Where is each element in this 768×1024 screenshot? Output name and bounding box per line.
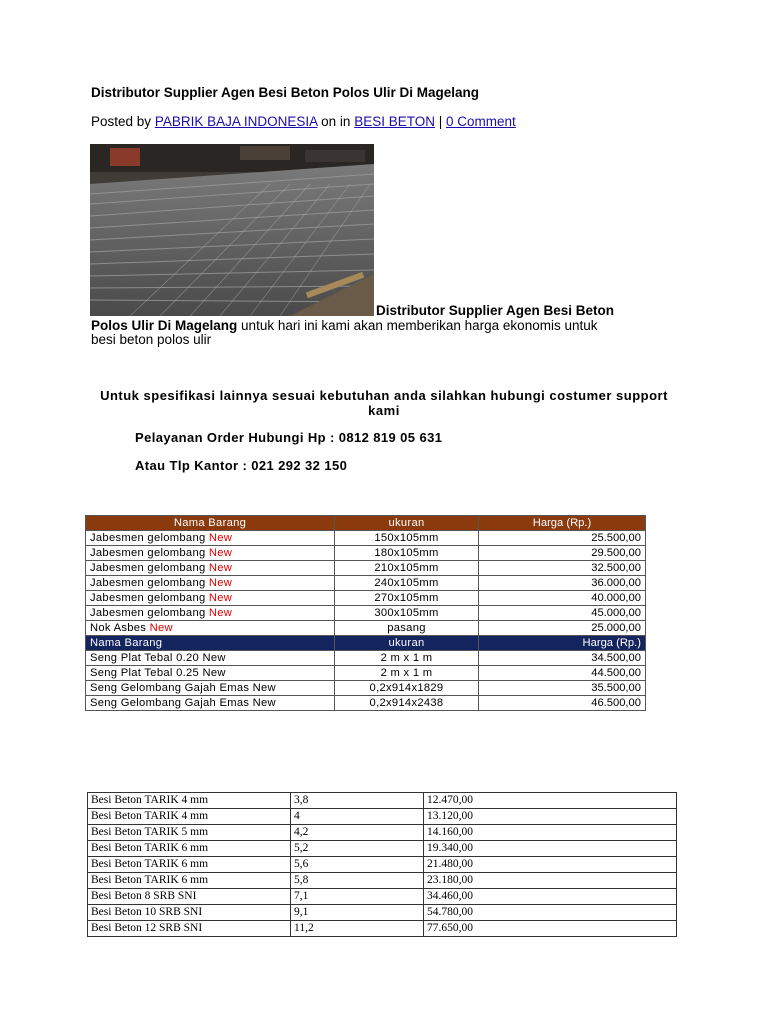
cell-price: 54.780,00	[424, 905, 677, 921]
table-row	[86, 666, 646, 681]
cell-size: pasang	[335, 621, 479, 636]
posted-by-label: Posted by	[91, 114, 152, 129]
category-link[interactable]: BESI BETON	[354, 114, 435, 129]
cell-size: 0,2x914x2438	[335, 696, 479, 711]
author-link[interactable]: PABRIK BAJA INDONESIA	[154, 114, 318, 129]
table-header-row	[86, 516, 646, 531]
cell-name: Besi Beton TARIK 4 mm	[88, 809, 291, 825]
cell-size: 210x105mm	[335, 561, 479, 576]
cell-name: Besi Beton TARIK 6 mm	[88, 857, 291, 873]
cell-price: 77.650,00	[424, 921, 677, 937]
table-row	[86, 576, 646, 591]
cell-price: 21.480,00	[424, 857, 677, 873]
item-name: Jabesmen gelombang	[90, 577, 206, 589]
cell-name: Seng Gelombang Gajah Emas New	[86, 696, 335, 711]
table-subheader-row	[86, 636, 646, 651]
cell-price: 34.460,00	[424, 889, 677, 905]
cell-name	[86, 591, 335, 606]
item-name: Jabesmen gelombang	[90, 547, 206, 559]
item-name: Jabesmen gelombang	[90, 607, 206, 619]
table-row	[88, 921, 677, 937]
cell-size: 5,2	[291, 841, 424, 857]
cell-size: 300x105mm	[335, 606, 479, 621]
intro-heading-part2: Polos Ulir Di Magelang	[91, 318, 238, 333]
new-badge: New	[208, 607, 233, 619]
cell-size: 270x105mm	[335, 591, 479, 606]
cell-size: 4,2	[291, 825, 424, 841]
price-table-rebar	[87, 792, 677, 937]
rebar-photo	[90, 144, 374, 316]
subheader-cell-size: ukuran	[335, 636, 479, 651]
table-row	[86, 681, 646, 696]
cell-price: 40.000,00	[479, 591, 646, 606]
cell-name	[86, 606, 335, 621]
cell-size: 2 m x 1 m	[335, 666, 479, 681]
price-table-roofing	[85, 515, 646, 711]
cell-name: Besi Beton 12 SRB SNI	[88, 921, 291, 937]
subheader-cell-name: Nama Barang	[86, 636, 335, 651]
table-row	[88, 841, 677, 857]
cell-name: Seng Gelombang Gajah Emas New	[86, 681, 335, 696]
cell-price: 13.120,00	[424, 809, 677, 825]
table-row	[86, 591, 646, 606]
table-row	[86, 531, 646, 546]
table-row	[88, 809, 677, 825]
cell-size: 3,8	[291, 793, 424, 809]
intro-text-line3: besi beton polos ulir	[91, 332, 212, 347]
new-badge: New	[149, 622, 173, 634]
table-row	[88, 889, 677, 905]
cell-size: 0,2x914x1829	[335, 681, 479, 696]
cell-name	[86, 621, 335, 636]
article-title: Distributor Supplier Agen Besi Beton Polos Ulir Di Magelang	[91, 85, 480, 100]
table-row	[86, 651, 646, 666]
post-meta	[91, 114, 516, 129]
cell-size: 4	[291, 809, 424, 825]
cell-size: 5,6	[291, 857, 424, 873]
intro-heading-part1: Distributor Supplier Agen Besi Beton	[376, 303, 615, 318]
new-badge: New	[208, 577, 233, 589]
cell-price: 34.500,00	[479, 651, 646, 666]
header-cell-price: Harga (Rp.)	[479, 516, 646, 531]
header-cell-name: Nama Barang	[86, 516, 335, 531]
cell-price: 32.500,00	[479, 561, 646, 576]
cell-price: 25.500,00	[479, 531, 646, 546]
cell-name: Besi Beton 8 SRB SNI	[88, 889, 291, 905]
table-row	[86, 621, 646, 636]
table-row	[86, 696, 646, 711]
cell-name: Besi Beton TARIK 4 mm	[88, 793, 291, 809]
spec-note: Untuk spesifikasi lainnya sesuai kebutuhan anda silahkan hubungi costumer support kami	[100, 388, 668, 418]
cell-name: Seng Plat Tebal 0.25 New	[86, 666, 335, 681]
cell-size: 11,2	[291, 921, 424, 937]
cell-size: 240x105mm	[335, 576, 479, 591]
cell-size: 150x105mm	[335, 531, 479, 546]
cell-price: 46.500,00	[479, 696, 646, 711]
cell-size: 7,1	[291, 889, 424, 905]
cell-name: Seng Plat Tebal 0.20 New	[86, 651, 335, 666]
table-row	[88, 905, 677, 921]
item-name: Jabesmen gelombang	[90, 562, 206, 574]
cell-name: Besi Beton TARIK 6 mm	[88, 841, 291, 857]
table-row	[88, 857, 677, 873]
intro-text: untuk hari ini kami akan memberikan harga ekonomis untuk	[241, 318, 598, 333]
cell-price: 12.470,00	[424, 793, 677, 809]
new-badge: New	[208, 592, 233, 604]
order-contact: Pelayanan Order Hubungi Hp : 0812 819 05 631	[135, 430, 443, 445]
item-name: Jabesmen gelombang	[90, 532, 206, 544]
header-cell-size: ukuran	[335, 516, 479, 531]
cell-name	[86, 561, 335, 576]
intro-line	[91, 318, 597, 333]
new-badge: New	[208, 547, 233, 559]
cell-price: 35.500,00	[479, 681, 646, 696]
cell-name	[86, 546, 335, 561]
cell-price: 14.160,00	[424, 825, 677, 841]
table-row	[86, 546, 646, 561]
cell-name	[86, 531, 335, 546]
cell-name: Besi Beton TARIK 6 mm	[88, 873, 291, 889]
item-name: Nok Asbes	[90, 622, 147, 634]
cell-price: 36.000,00	[479, 576, 646, 591]
cell-size: 5,8	[291, 873, 424, 889]
item-name: Jabesmen gelombang	[90, 592, 206, 604]
cell-price: 29.500,00	[479, 546, 646, 561]
cell-size: 2 m x 1 m	[335, 651, 479, 666]
cell-size: 9,1	[291, 905, 424, 921]
cell-price: 25.000,00	[479, 621, 646, 636]
cell-price: 45.000,00	[479, 606, 646, 621]
table-row	[88, 793, 677, 809]
cell-name	[86, 576, 335, 591]
cell-size: 180x105mm	[335, 546, 479, 561]
meta-separator: |	[438, 114, 443, 129]
cell-price: 19.340,00	[424, 841, 677, 857]
office-contact: Atau Tlp Kantor : 021 292 32 150	[135, 458, 348, 473]
cell-name: Besi Beton 10 SRB SNI	[88, 905, 291, 921]
on-in-label: on in	[321, 114, 351, 129]
comments-link[interactable]: 0 Comment	[446, 114, 516, 129]
new-badge: New	[208, 562, 233, 574]
table-row	[88, 873, 677, 889]
table-row	[88, 825, 677, 841]
subheader-cell-price: Harga (Rp.)	[479, 636, 646, 651]
cell-name: Besi Beton TARIK 5 mm	[88, 825, 291, 841]
new-badge: New	[208, 532, 233, 544]
table-row	[86, 561, 646, 576]
table-row	[86, 606, 646, 621]
cell-price: 23.180,00	[424, 873, 677, 889]
cell-price: 44.500,00	[479, 666, 646, 681]
